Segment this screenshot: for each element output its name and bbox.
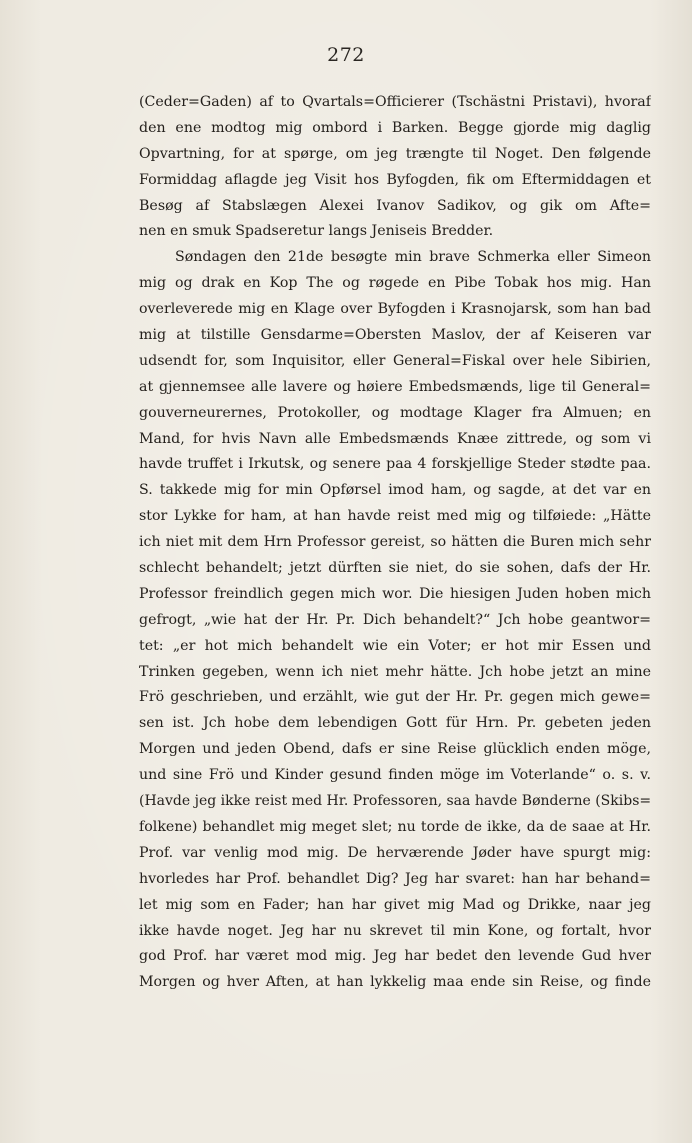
text-line: Professor freindlich gegen mich wor. Die hiesigen Juden hoben mich — [139, 585, 651, 602]
text-line: Opvartning, for at spørge, om jeg trængte til Noget. Den følgende — [139, 145, 651, 162]
text-line: let mig som en Fader; han har givet mig Mad og Drikke, naar jeg — [139, 896, 651, 913]
text-line: und sine Frö und Kinder gesund finden möge im Voterlande“ o. s. v. — [139, 767, 651, 784]
text-line: Morgen og hver Aften, at han lykkelig maa ende sin Reise, og finde — [139, 974, 651, 991]
text-line: hvorledes har Prof. behandlet Dig? Jeg har svaret: han har behand= — [139, 870, 651, 887]
text-line: S. takkede mig for min Opførsel imod ham, og sagde, at det var en — [139, 482, 651, 499]
body-text — [139, 90, 651, 996]
text-line: folkene) behandlet mig meget slet; nu torde de ikke, da de saae at Hr. — [139, 818, 651, 835]
text-line: Besøg af Stabslægen Alexei Ivanov Sadikov, og gik om Afte= — [139, 197, 651, 214]
text-line: nen en smuk Spadseretur langs Jeniseis Bredder. — [139, 223, 494, 240]
text-line: Trinken gegeben, wenn ich niet mehr hätte. Jch hobe jetzt an mine — [139, 663, 651, 680]
text-line: stor Lykke for ham, at han havde reist med mig og tilføiede: „Hätte — [139, 508, 651, 525]
text-line: sen ist. Jch hobe dem lebendigen Gott für Hrn. Pr. gebeten jeden — [139, 715, 651, 732]
page-number: 272 — [327, 44, 365, 66]
text-line: Morgen und jeden Obend, dafs er sine Reise glücklich enden möge, — [139, 741, 651, 758]
text-line: overleverede mig en Klage over Byfogden i Krasnojarsk, som han bad — [139, 301, 651, 318]
text-line: den ene modtog mig ombord i Barken. Begge gjorde mig daglig — [139, 119, 651, 136]
text-line: havde truffet i Irkutsk, og senere paa 4 forskjellige Steder stødte paa. — [139, 456, 651, 473]
text-line: tet: „er hot mich behandelt wie ein Voter; er hot mir Essen und — [139, 637, 651, 654]
text-line: Søndagen den 21de besøgte min brave Schmerka eller Simeon — [175, 249, 651, 266]
text-line: udsendt for, som Inquisitor, eller General=Fiskal over hele Sibirien, — [139, 352, 651, 369]
text-line: ich niet mit dem Hrn Professor gereist, so hätten die Buren mich sehr — [139, 534, 651, 551]
text-line: Prof. var venlig mod mig. De herværende Jøder have spurgt mig: — [139, 844, 651, 861]
text-line: gefrogt, „wie hat der Hr. Pr. Dich behandelt?“ Jch hobe geantwor= — [139, 611, 651, 628]
text-line: mig at tilstille Gensdarme=Obersten Maslov, der af Keiseren var — [139, 327, 651, 344]
text-line: at gjennemsee alle lavere og høiere Embedsmænds, lige til General= — [139, 378, 651, 395]
text-line: gouverneurernes, Protokoller, og modtage Klager fra Almuen; en — [139, 404, 651, 421]
text-line: mig og drak en Kop The og røgede en Pibe Tobak hos mig. Han — [139, 275, 651, 292]
text-line: Mand, for hvis Navn alle Embedsmænds Knæe zittrede, og som vi — [139, 430, 651, 447]
text-line: Frö geschrieben, und erzählt, wie gut der Hr. Pr. gegen mich gewe= — [139, 689, 651, 706]
text-line: (Havde jeg ikke reist med Hr. Professoren, saa havde Bønderne (Skibs= — [139, 793, 651, 810]
text-line: god Prof. har været mod mig. Jeg har bedet den levende Gud hver — [139, 948, 651, 965]
text-line: (Ceder=Gaden) af to Qvartals=Officierer (Tschästni Pristavi), hvoraf — [139, 94, 651, 110]
text-line: ikke havde noget. Jeg har nu skrevet til min Kone, og fortalt, hvor — [139, 922, 651, 939]
text-line: schlecht behandelt; jetzt dürften sie niet, do sie sohen, dafs der Hr. — [139, 560, 651, 577]
text-line: Formiddag aflagde jeg Visit hos Byfogden, fik om Eftermiddagen et — [139, 171, 651, 188]
